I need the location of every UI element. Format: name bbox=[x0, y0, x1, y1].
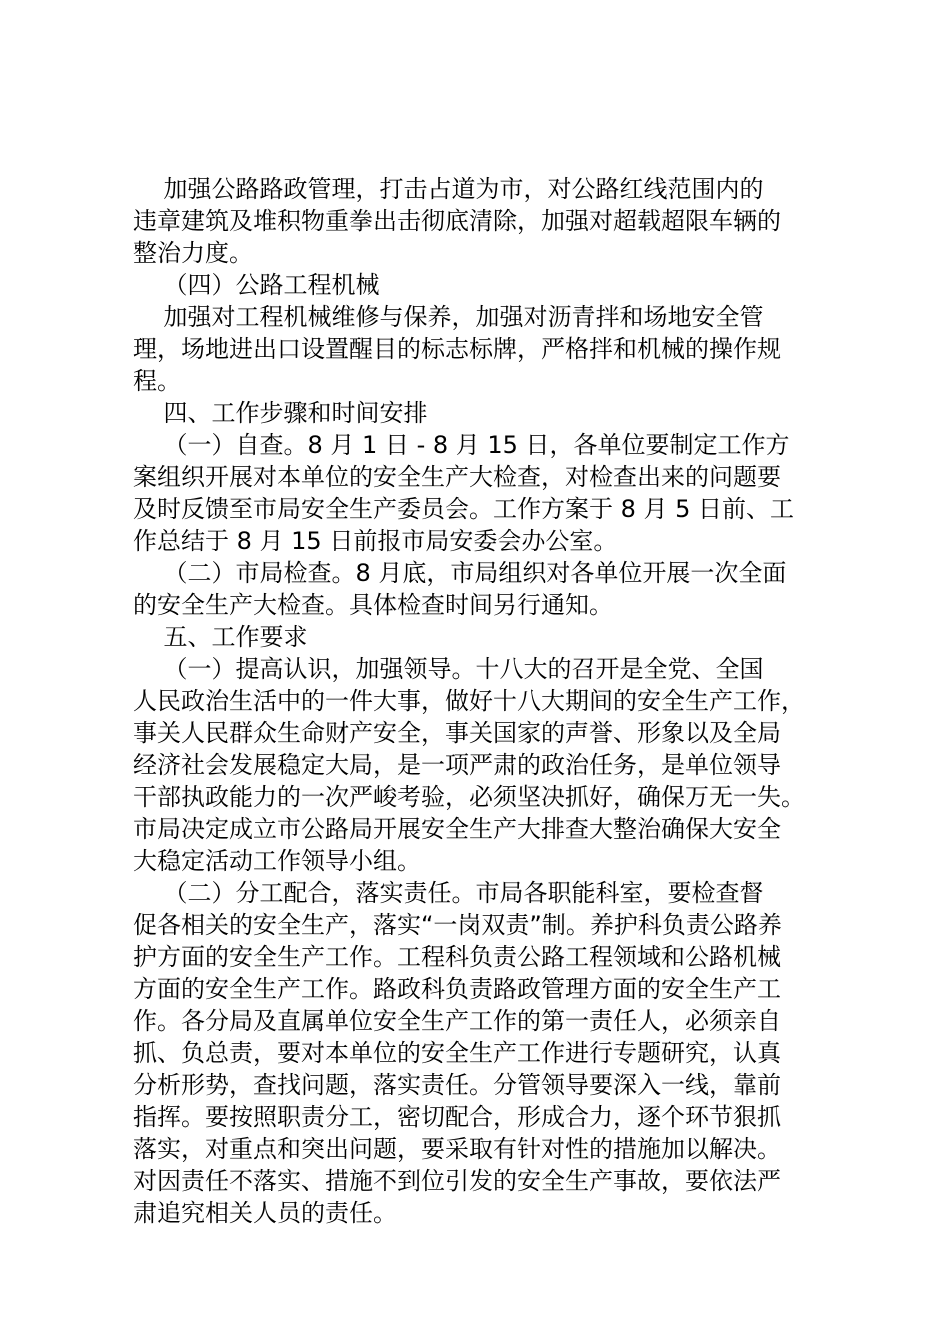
text-line: 促各相关的安全生产，落实“一岗双责”制。养护科负责公路养 bbox=[133, 911, 782, 939]
text-line: （一）自查。8 月 1 日 - 8 月 15 日，各单位要制定工作方 bbox=[133, 431, 790, 459]
text-line: 经济社会发展稳定大局，是一项严肃的政治任务，是单位领导 bbox=[133, 751, 781, 779]
text-line: 干部执政能力的一次严峻考验，必须坚决抓好，确保万无一失。 bbox=[133, 783, 805, 811]
text-line: 护方面的安全生产工作。工程科负责公路工程领域和公路机械 bbox=[133, 943, 781, 971]
text-line: 作总结于 8 月 15 日前报市局安委会办公室。 bbox=[133, 527, 618, 555]
text-line: （二）分工配合，落实责任。市局各职能科室，要检查督 bbox=[133, 879, 764, 907]
text-line: 落实，对重点和突出问题，要采取有针对性的措施加以解决。 bbox=[133, 1135, 781, 1163]
text-line: （一）提高认识，加强领导。十八大的召开是全党、全国 bbox=[133, 655, 764, 683]
text-line: 整治力度。 bbox=[133, 239, 253, 267]
text-line: （二）市局检查。8 月底，市局组织对各单位开展一次全面 bbox=[133, 559, 787, 587]
text-line: 作。各分局及直属单位安全生产工作的第一责任人，必须亲自 bbox=[133, 1007, 781, 1035]
text-line: 肃追究相关人员的责任。 bbox=[133, 1199, 397, 1227]
text-line: 人民政治生活中的一件大事，做好十八大期间的安全生产工作， bbox=[133, 687, 805, 715]
section-heading: 五、工作要求 bbox=[133, 623, 308, 651]
text-line: 程。 bbox=[133, 367, 181, 395]
section-heading: 四、工作步骤和时间安排 bbox=[133, 399, 428, 427]
text-line: 事关人民群众生命财产安全，事关国家的声誉、形象以及全局 bbox=[133, 719, 781, 747]
section-heading: （四）公路工程机械 bbox=[133, 271, 380, 299]
text-line: 指挥。要按照职责分工，密切配合，形成合力，逐个环节狠抓 bbox=[133, 1103, 781, 1131]
text-line: 违章建筑及堆积物重拳出击彻底清除，加强对超载超限车辆的 bbox=[133, 207, 781, 235]
text-line: 市局决定成立市公路局开展安全生产大排查大整治确保大安全 bbox=[133, 815, 781, 843]
text-line: 分析形势，查找问题，落实责任。分管领导要深入一线，靠前 bbox=[133, 1071, 781, 1099]
text-line: 理，场地进出口设置醒目的标志标牌，严格拌和机械的操作规 bbox=[133, 335, 781, 363]
text-line: 大稳定活动工作领导小组。 bbox=[133, 847, 421, 875]
text-line: 的安全生产大检查。具体检查时间另行通知。 bbox=[133, 591, 613, 619]
text-line: 案组织开展对本单位的安全生产大检查，对检查出来的问题要 bbox=[133, 463, 781, 491]
text-line: 方面的安全生产工作。路政科负责路政管理方面的安全生产工 bbox=[133, 975, 781, 1003]
text-line: 加强对工程机械维修与保养，加强对沥青拌和场地安全管 bbox=[133, 303, 764, 331]
text-line: 对因责任不落实、措施不到位引发的安全生产事故，要依法严 bbox=[133, 1167, 781, 1195]
text-line: 加强公路路政管理，打击占道为市，对公路红线范围内的 bbox=[133, 175, 764, 203]
text-line: 及时反馈至市局安全生产委员会。工作方案于 8 月 5 日前、工 bbox=[133, 495, 795, 523]
text-line: 抓、负总责，要对本单位的安全生产工作进行专题研究，认真 bbox=[133, 1039, 781, 1067]
